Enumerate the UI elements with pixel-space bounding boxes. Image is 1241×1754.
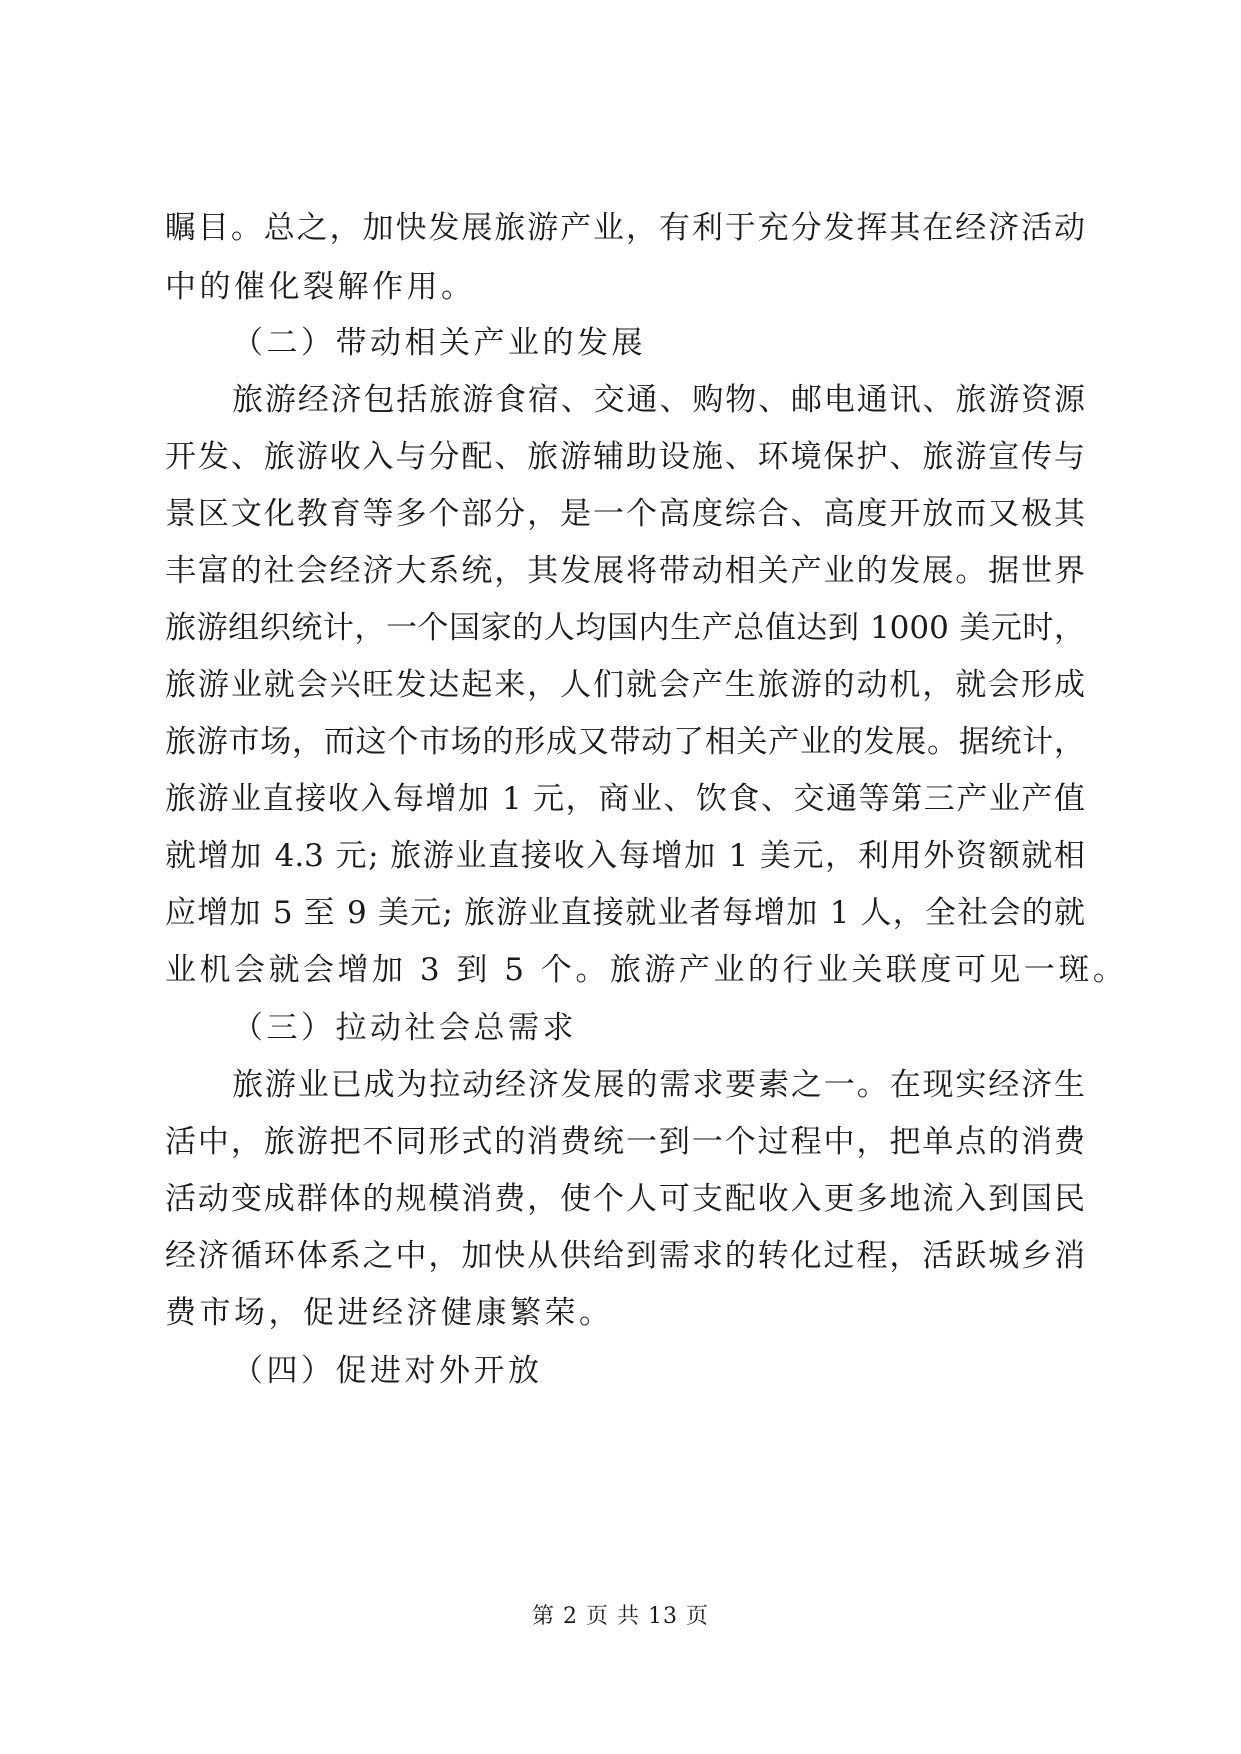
page-footer: 第 2 页 共 13 页: [532, 1604, 709, 1629]
section-heading-4: （四）促进对外开放: [232, 1353, 543, 1389]
paragraph-line: 应增加 5 至 9 美元; 旅游业直接就业者每增加 1 人，全社会的就: [165, 895, 1085, 931]
paragraph-line: 旅游组织统计，一个国家的人均国内生产总值达到 1000 美元时，: [165, 610, 1085, 646]
section-heading-3: （三）拉动社会总需求: [232, 1010, 577, 1046]
paragraph-line: 经济循环体系之中，加快从供给到需求的转化过程，活跃城乡消: [165, 1238, 1085, 1274]
paragraph-line: 业机会就会增加 3 到 5 个。旅游产业的行业关联度可见一斑。: [165, 952, 1128, 988]
paragraph-line: 丰富的社会经济大系统，其发展将带动相关产业的发展。据世界: [165, 553, 1085, 589]
paragraph-line: 就增加 4.3 元; 旅游业直接收入每增加 1 美元，利用外资额就相: [165, 838, 1085, 874]
paragraph-line: 瞩目。总之，加快发展旅游产业，有利于充分发挥其在经济活动: [165, 210, 1085, 246]
paragraph-line: 中的催化裂解作用。: [165, 269, 476, 305]
paragraph-line: 费市场，促进经济健康繁荣。: [165, 1295, 614, 1331]
paragraph-line: 旅游经济包括旅游食宿、交通、购物、邮电通讯、旅游资源: [232, 382, 1085, 418]
section-heading-2: （二）带动相关产业的发展: [232, 325, 646, 361]
paragraph-line: 旅游市场，而这个市场的形成又带动了相关产业的发展。据统计，: [165, 724, 1085, 760]
paragraph-line: 旅游业就会兴旺发达起来，人们就会产生旅游的动机，就会形成: [165, 667, 1085, 703]
paragraph-line: 景区文化教育等多个部分，是一个高度综合、高度开放而又极其: [165, 496, 1085, 532]
paragraph-line: 旅游业已成为拉动经济发展的需求要素之一。在现实经济生: [232, 1067, 1085, 1103]
paragraph-line: 活中，旅游把不同形式的消费统一到一个过程中，把单点的消费: [165, 1124, 1085, 1160]
paragraph-line: 开发、旅游收入与分配、旅游辅助设施、环境保护、旅游宣传与: [165, 439, 1085, 475]
paragraph-line: 活动变成群体的规模消费，使个人可支配收入更多地流入到国民: [165, 1181, 1085, 1217]
paragraph-line: 旅游业直接收入每增加 1 元，商业、饮食、交通等第三产业产值: [165, 781, 1085, 817]
